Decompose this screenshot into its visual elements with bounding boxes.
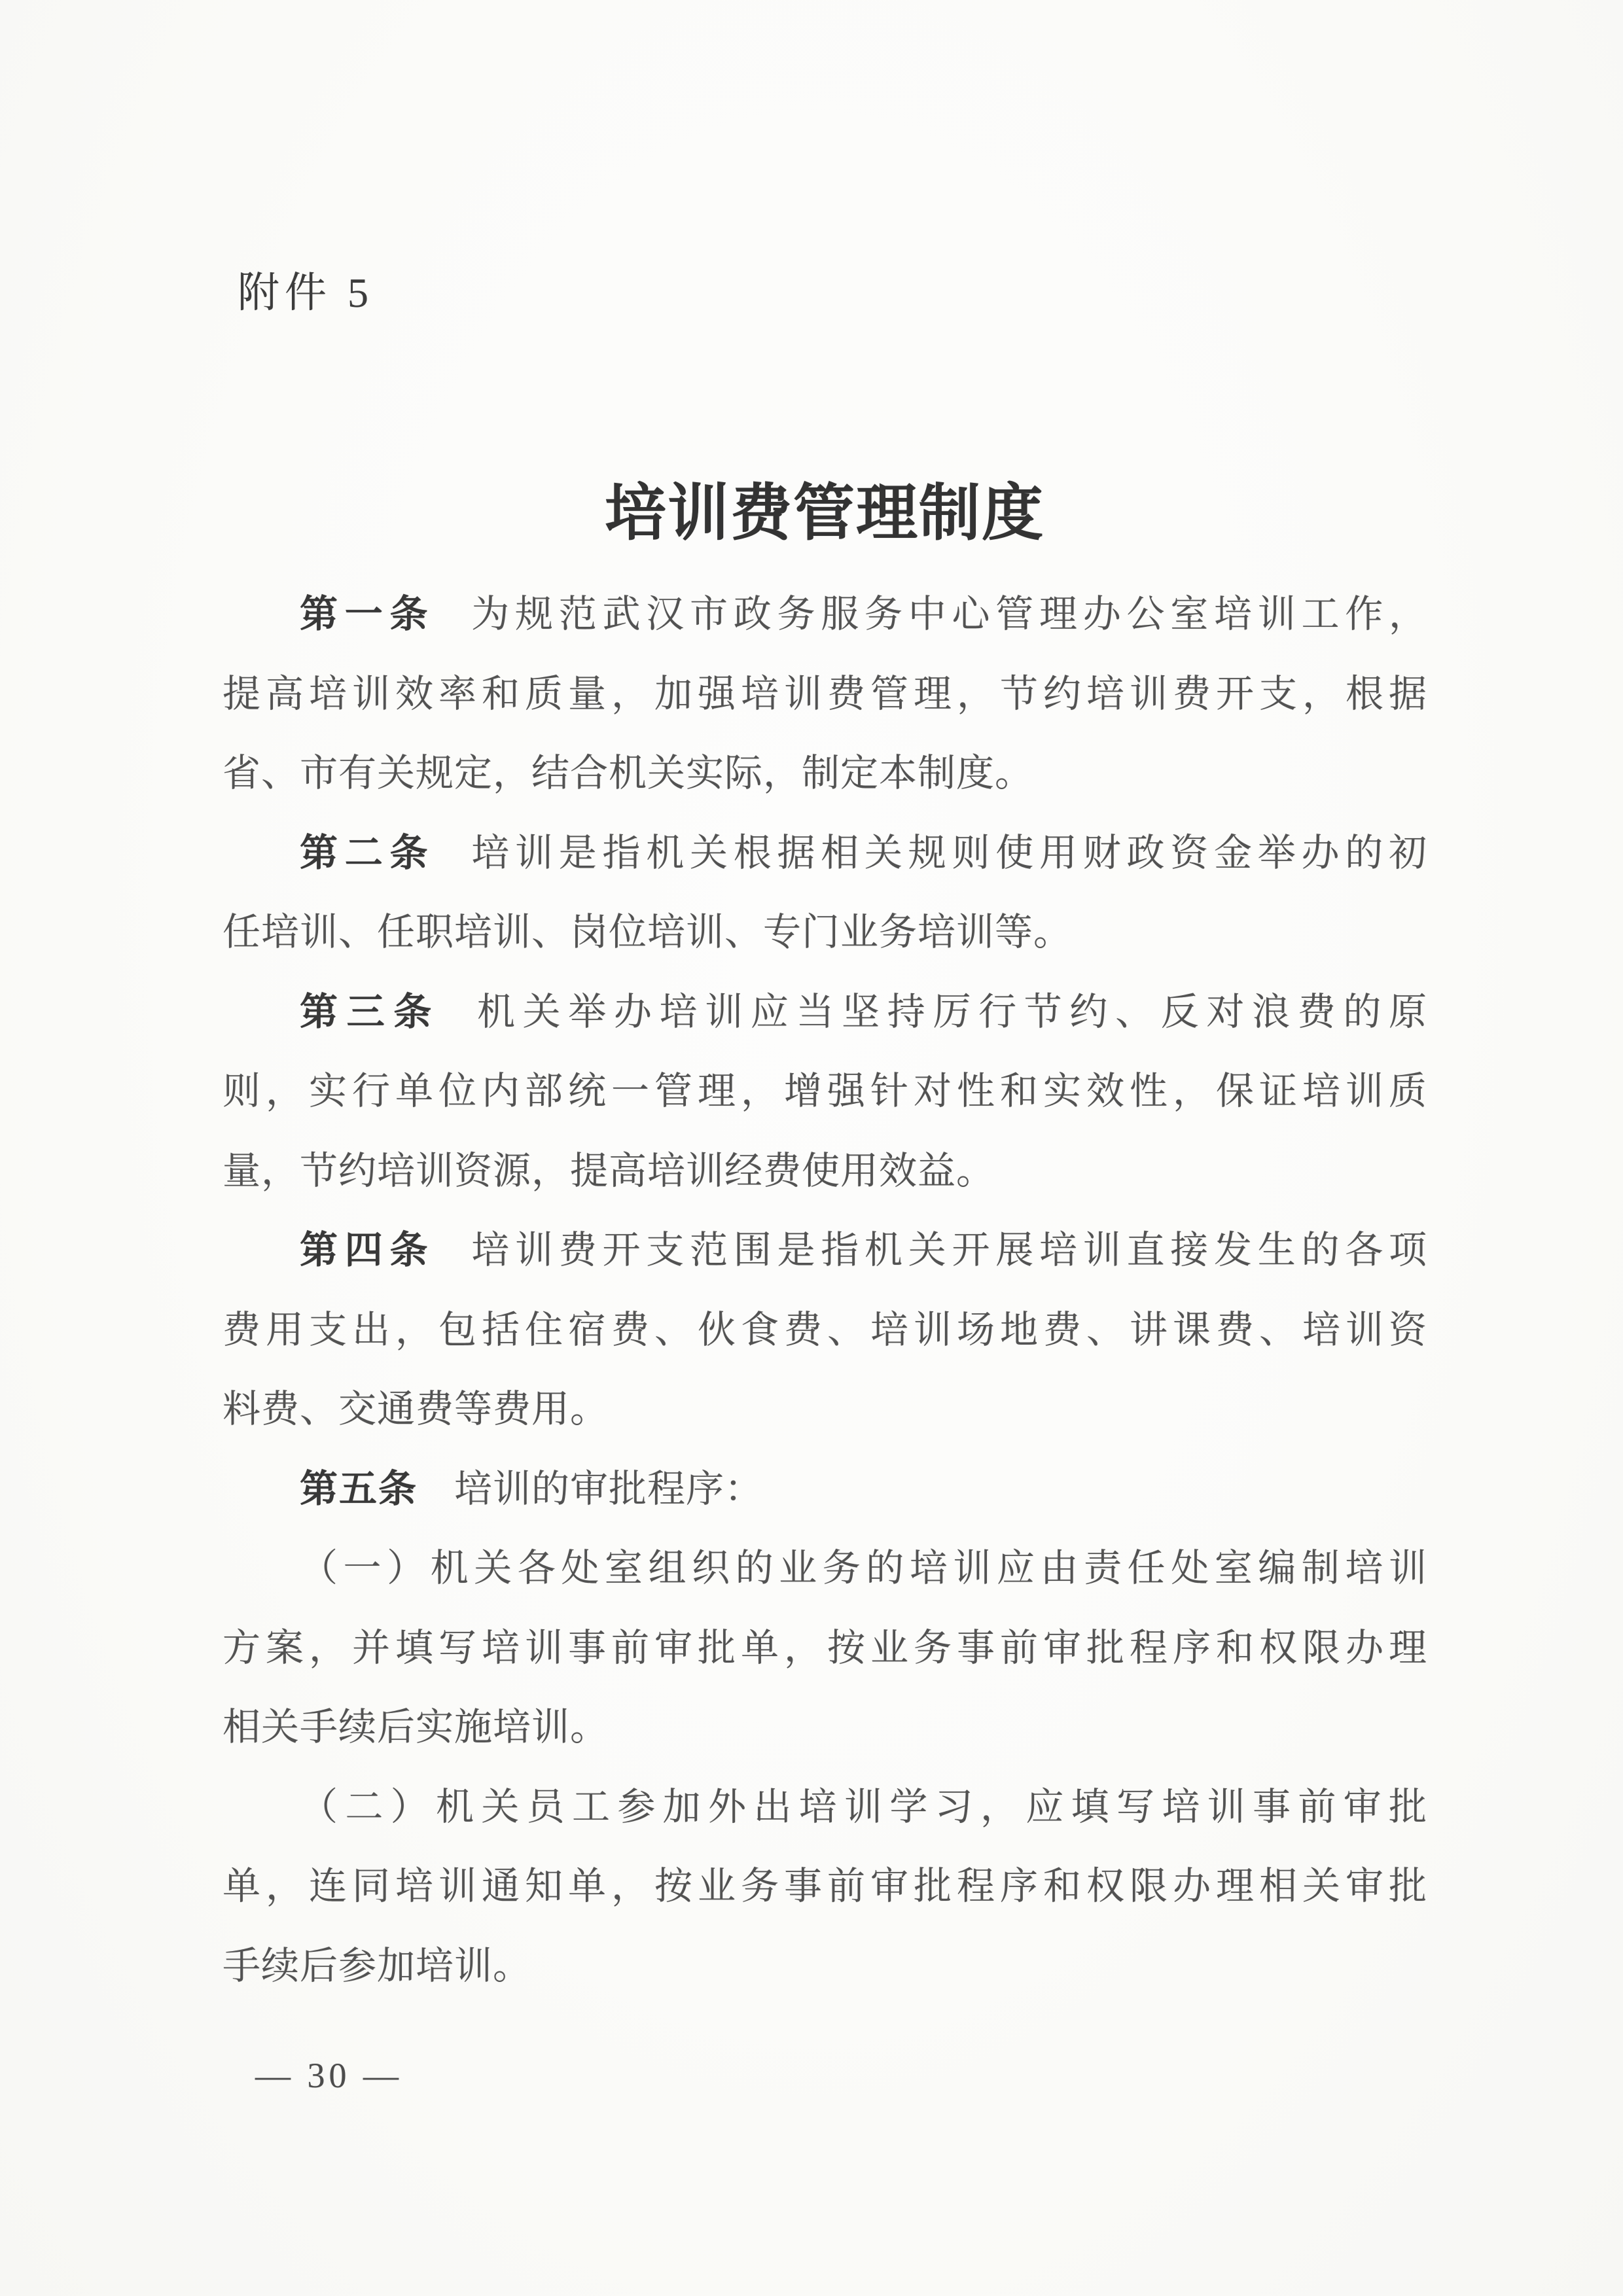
- document-body: [223, 574, 1427, 2005]
- line-text: 机关举办培训应当坚持厉行节约、反对浪费的原: [476, 990, 1427, 1033]
- body-line: 任培训、任职培训、岗位培训、专门业务培训等。: [223, 911, 1073, 953]
- body-line: [223, 574, 1427, 654]
- line-text: 为规范武汉市政务服务中心管理办公室培训工作，: [471, 593, 1427, 635]
- document-title: 培训费管理制度: [604, 479, 1044, 548]
- body-line: 料费、交通费等费用。: [223, 1388, 609, 1430]
- article-number: 第二条: [300, 831, 435, 874]
- body-line: （一）机关各处室组织的业务的培训应由责任处室编制培训: [300, 1547, 1427, 1589]
- body-line: 省、市有关规定，结合机关实际，制定本制度。: [223, 752, 1034, 794]
- body-line: 费用支出，包括住宿费、伙食费、培训场地费、讲课费、培训资: [223, 1308, 1427, 1351]
- body-line: 相关手续后实施培训。: [223, 1706, 609, 1748]
- page-number: — 30 —: [255, 2056, 402, 2095]
- article-number: 第四条: [300, 1229, 435, 1271]
- body-line: [223, 1449, 1427, 1529]
- attachment-label: 附件 5: [238, 270, 374, 316]
- article-number: 第五条: [300, 1467, 418, 1510]
- line-text: 培训是指机关根据相关规则使用财政资金举办的初: [471, 831, 1427, 874]
- article-number: 第三条: [300, 990, 440, 1033]
- body-line: [223, 813, 1427, 893]
- body-line: 提高培训效率和质量，加强培训费管理，节约培训费开支，根据: [223, 672, 1427, 715]
- body-line: 量，节约培训资源，提高培训经费使用效益。: [223, 1149, 995, 1192]
- body-line: 则，实行单位内部统一管理，增强针对性和实效性，保证培训质: [223, 1070, 1427, 1112]
- article-number: 第一条: [300, 593, 435, 635]
- body-line: [223, 1210, 1427, 1290]
- line-text: 培训费开支范围是指机关开展培训直接发生的各项: [471, 1229, 1427, 1271]
- body-line: 单，连同培训通知单，按业务事前审批程序和权限办理相关审批: [223, 1865, 1427, 1907]
- body-line: （二）机关员工参加外出培训学习，应填写培训事前审批: [300, 1785, 1427, 1828]
- body-line: 手续后参加培训。: [223, 1944, 532, 1987]
- body-line: 方案，并填写培训事前审批单，按业务事前审批程序和权限办理: [223, 1626, 1427, 1669]
- line-text: 培训的审批程序：: [454, 1467, 764, 1510]
- body-line: [223, 972, 1427, 1052]
